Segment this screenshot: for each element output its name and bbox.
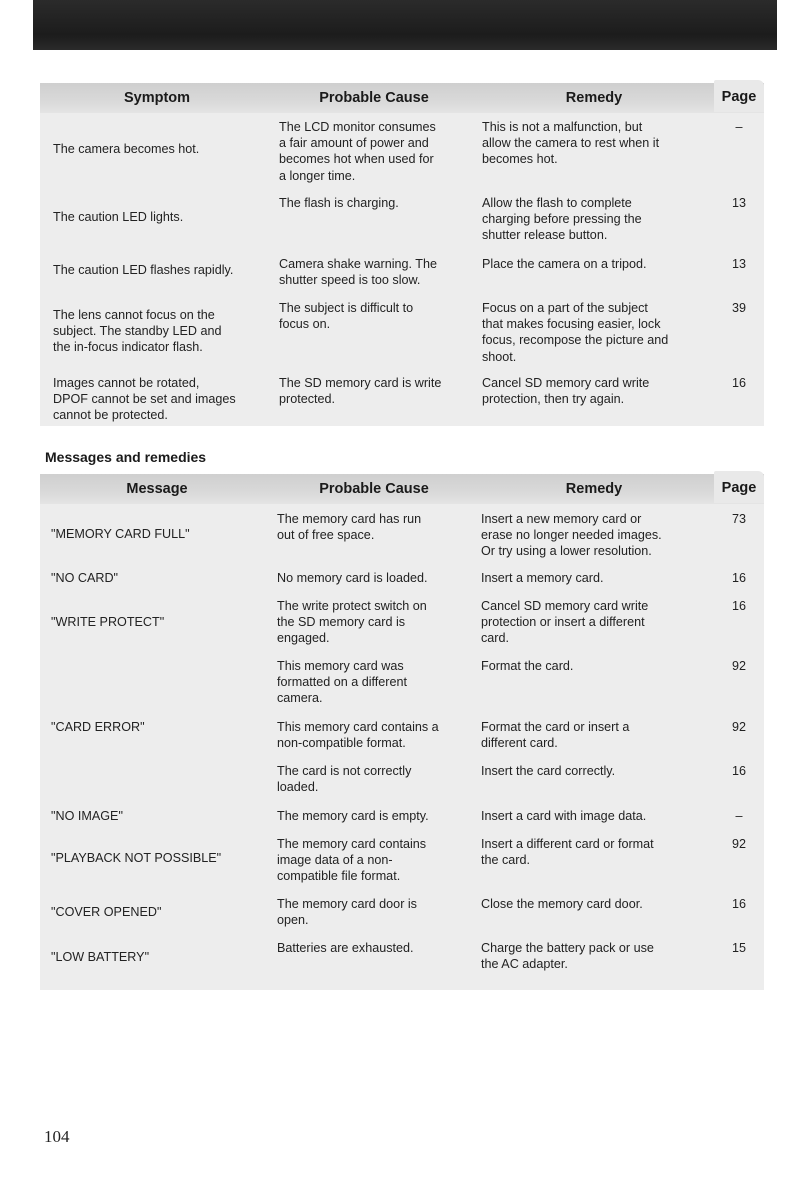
remedy-cell: Close the memory card door. xyxy=(481,897,643,911)
remedy-cell: Place the camera on a tripod. xyxy=(482,257,647,271)
remedy-cell: Insert a memory card. xyxy=(481,571,604,585)
symptom-cell: The caution LED flashes rapidly. xyxy=(53,263,234,277)
header-page: Page xyxy=(714,80,764,112)
cause-cell: Batteries are exhausted. xyxy=(277,941,414,955)
cause-cell: The LCD monitor consumes a fair amount of power and becomes hot when used for a longer time. xyxy=(279,120,436,183)
cause-cell: The memory card has run out of free space. xyxy=(277,512,422,543)
cause-cell: The memory card is empty. xyxy=(277,809,429,823)
remedy-cell: Cancel SD memory card write protection, then try again. xyxy=(482,376,650,407)
cause-cell: Camera shake warning. The shutter speed is too slow. xyxy=(279,257,437,288)
top-banner xyxy=(33,0,777,50)
symptom-cell: The lens cannot focus on the subject. The standby LED and the in-focus indicator flash. xyxy=(53,308,222,355)
page-number: 104 xyxy=(44,1127,70,1146)
message-cell: "NO CARD" xyxy=(51,571,119,585)
header-probable-cause: Probable Cause xyxy=(319,90,429,106)
table-header xyxy=(40,474,764,504)
message-cell: "MEMORY CARD FULL" xyxy=(51,527,190,541)
message-cell: "PLAYBACK NOT POSSIBLE" xyxy=(51,851,222,865)
remedy-cell: Insert a card with image data. xyxy=(481,809,647,823)
page-cell: 16 xyxy=(731,764,746,778)
page-cell: 92 xyxy=(731,837,746,851)
remedy-cell: Insert a new memory card or erase no longer needed images. Or try using a lower resolution. xyxy=(481,512,662,559)
cause-cell: This memory card contains a non-compatible format. xyxy=(277,720,439,751)
header-remedy: Remedy xyxy=(565,90,623,106)
symptom-cell: The camera becomes hot. xyxy=(53,142,200,156)
page-cell: 73 xyxy=(731,512,746,526)
page-cell: 15 xyxy=(731,941,746,955)
header-symptom: Symptom xyxy=(123,90,191,106)
remedy-cell: Format the card or insert a different card. xyxy=(481,720,630,751)
message-cell: "CARD ERROR" xyxy=(51,720,145,734)
page-cell: 92 xyxy=(731,720,746,734)
header-remedy: Remedy xyxy=(565,481,623,497)
remedy-cell: Insert the card correctly. xyxy=(481,764,616,778)
page-cell: 13 xyxy=(731,257,746,271)
cause-cell: This memory card was formatted on a different camera. xyxy=(277,659,407,706)
message-cell: "COVER OPENED" xyxy=(51,905,162,919)
message-cell: "NO IMAGE" xyxy=(51,809,123,823)
cause-cell: The card is not correctly loaded. xyxy=(277,764,412,795)
page-cell: 13 xyxy=(731,196,746,210)
header-probable-cause: Probable Cause xyxy=(319,481,429,497)
header-message: Message xyxy=(126,481,188,497)
section-title: Messages and remedies xyxy=(45,449,207,465)
header-page: Page xyxy=(714,471,764,503)
troubleshooting-table xyxy=(40,83,764,426)
page-cell: 92 xyxy=(731,659,746,673)
remedy-cell: Format the card. xyxy=(481,659,574,673)
page-cell: 16 xyxy=(731,376,746,390)
table-header xyxy=(40,83,764,113)
page-cell: 16 xyxy=(731,571,746,585)
symptom-cell: The caution LED lights. xyxy=(53,210,184,224)
page-cell: – xyxy=(735,120,743,134)
message-cell: "WRITE PROTECT" xyxy=(51,615,165,629)
cause-cell: The flash is charging. xyxy=(279,196,399,210)
page-cell: 16 xyxy=(731,897,746,911)
page-cell: 16 xyxy=(731,599,746,613)
cause-cell: The SD memory card is write protected. xyxy=(279,376,442,407)
cause-cell: The memory card door is open. xyxy=(277,897,417,928)
cause-cell: The subject is difficult to focus on. xyxy=(279,301,414,332)
remedy-cell: Charge the battery pack or use the AC adapter. xyxy=(481,941,654,972)
remedy-cell: Cancel SD memory card write protection or insert a different card. xyxy=(481,599,649,646)
message-cell: "LOW BATTERY" xyxy=(51,950,150,964)
remedy-cell: This is not a malfunction, but allow the camera to rest when it becomes hot. xyxy=(482,120,660,167)
page-cell: – xyxy=(735,809,743,823)
messages-table xyxy=(40,474,764,990)
cause-cell: The memory card contains image data of a non- compatible file format. xyxy=(277,837,427,884)
remedy-cell: Insert a different card or format the card. xyxy=(481,837,654,868)
remedy-cell: Focus on a part of the subject that makes focusing easier, lock focus, recompose the picture and shoot. xyxy=(482,301,669,364)
page-cell: 39 xyxy=(731,301,746,315)
cause-cell: The write protect switch on the SD memory card is engaged. xyxy=(277,599,427,646)
remedy-cell: Allow the flash to complete charging before pressing the shutter release button. xyxy=(482,196,642,243)
cause-cell: No memory card is loaded. xyxy=(277,571,428,585)
symptom-cell: Images cannot be rotated, DPOF cannot be set and images cannot be protected. xyxy=(53,376,236,423)
